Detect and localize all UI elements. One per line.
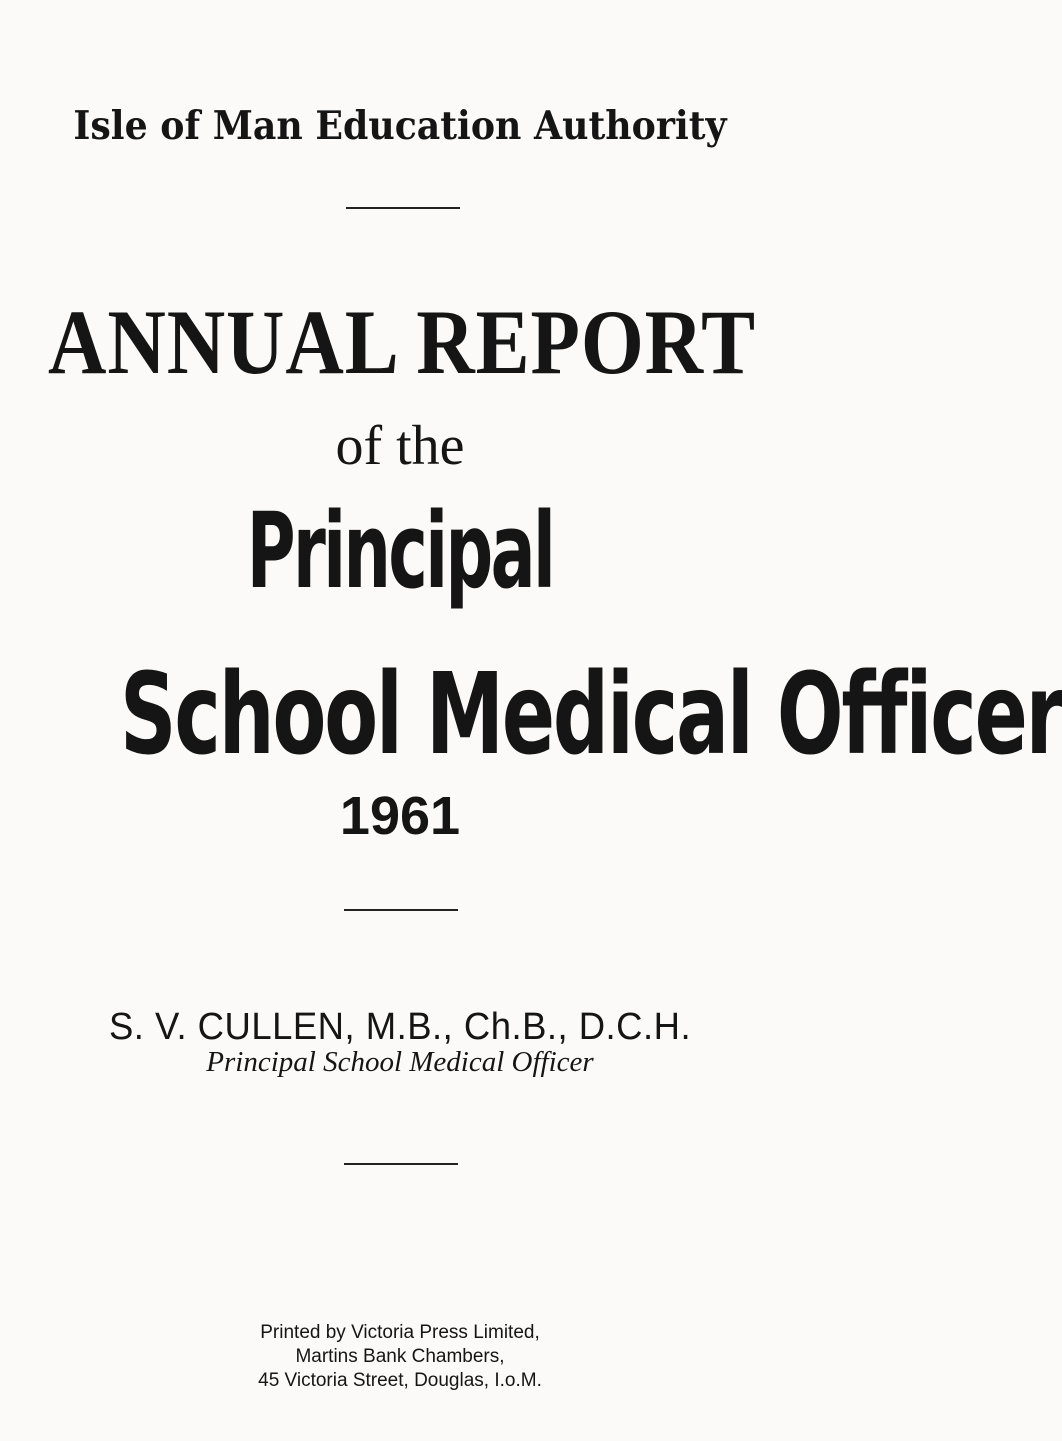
- report-title-connector: of the: [335, 415, 465, 477]
- author-role: Principal School Medical Officer: [206, 1046, 594, 1078]
- report-title-principal: Principal: [246, 490, 554, 612]
- printer-line-1: Printed by Victoria Press Limited,: [260, 1322, 540, 1343]
- printer-line-2: Martins Bank Chambers,: [295, 1346, 505, 1367]
- divider-top: [346, 207, 460, 209]
- printer-line-3: 45 Victoria Street, Douglas, I.o.M.: [258, 1370, 542, 1391]
- report-year: 1961: [339, 786, 461, 846]
- divider-middle: [344, 909, 458, 911]
- report-title-officer: School Medical Officer: [120, 650, 1062, 780]
- author-name: S. V. CULLEN, M.B., Ch.B., D.C.H.: [108, 1006, 692, 1048]
- authority-heading: Isle of Man Education Authority: [73, 103, 727, 149]
- divider-bottom: [344, 1163, 458, 1165]
- report-title: ANNUAL REPORT: [48, 291, 757, 393]
